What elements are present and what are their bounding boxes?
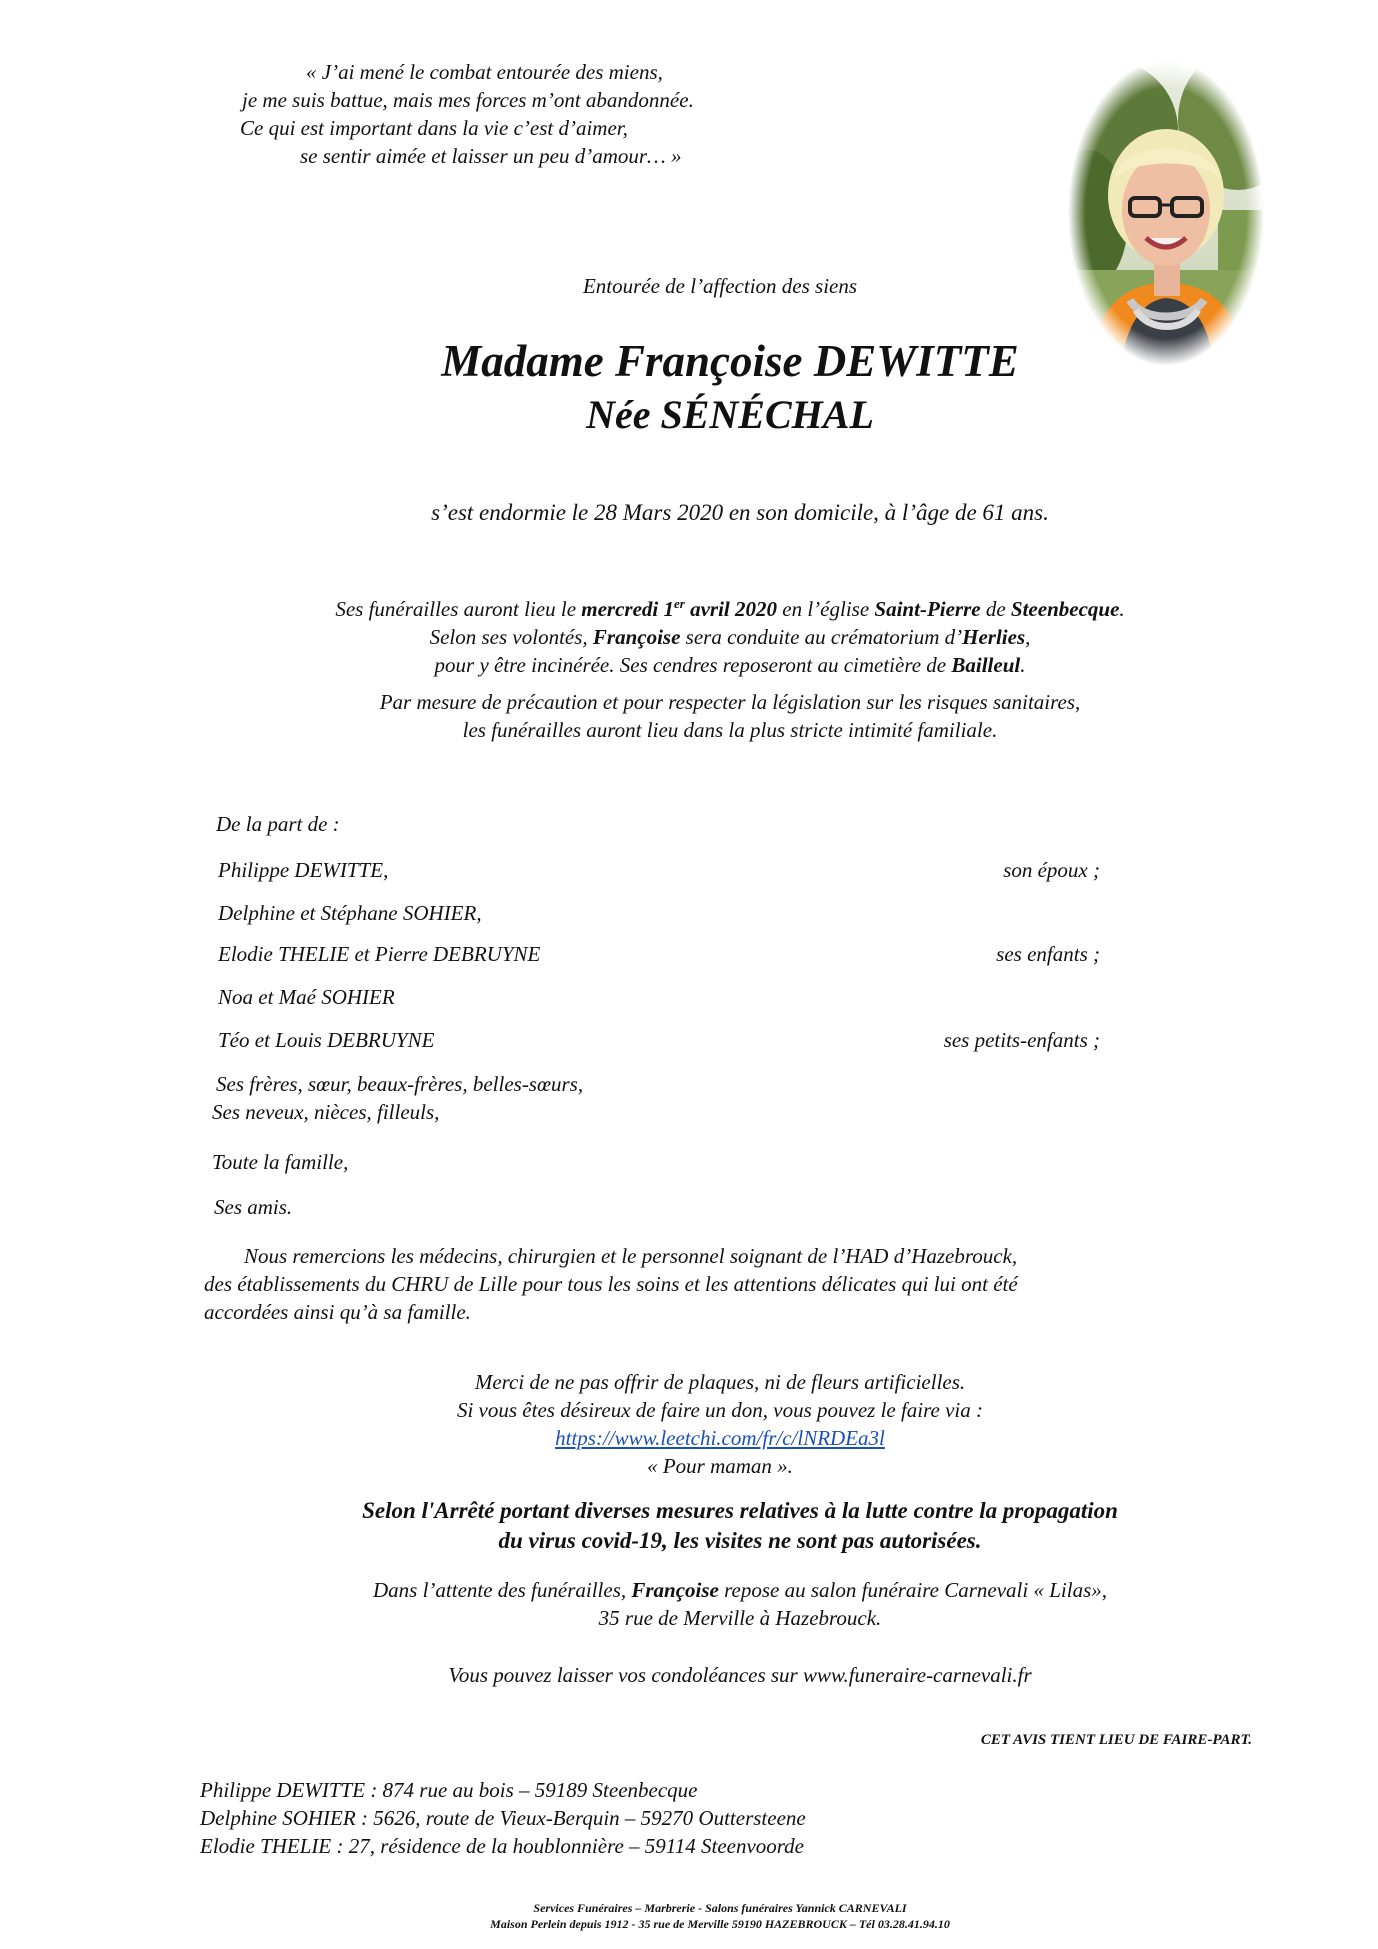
funeral-line-1: Ses funérailles auront lieu le mercredi 1er avril 2020 en l’église Saint-Pierre de Steenbecque.: [335, 596, 1125, 621]
family-member: Ses frères, sœur, beaux-frères, belles-sœurs,: [216, 1072, 584, 1096]
deceased-name: Madame Françoise DEWITTE: [441, 336, 1019, 386]
donation-line: « Pour maman ».: [647, 1454, 793, 1478]
family-member: Toute la famille,: [212, 1150, 349, 1174]
family-member: Delphine et Stéphane SOHIER,: [218, 901, 482, 925]
family-member: Ses neveux, nièces, filleuls,: [212, 1100, 440, 1124]
salon-line-1: Dans l’attente des funérailles, Françoise repose au salon funéraire Carnevali « Lilas»,: [372, 1578, 1107, 1602]
salon-info: [200, 1576, 1280, 1632]
family-member: Elodie THELIE et Pierre DEBRUYNE: [218, 942, 541, 966]
poem-line: « J’ai mené le combat entourée des miens,: [306, 60, 663, 84]
family-member: Noa et Maé SOHIER: [218, 985, 395, 1009]
footer-line: Maison Perlein depuis 1912 - 35 rue de Merville 59190 HAZEBROUCK – Tél 03.28.41.94.10: [490, 1917, 950, 1931]
address-line: Philippe DEWITTE : 874 rue au bois – 59189 Steenbecque: [200, 1778, 698, 1802]
donation-line: Merci de ne pas offrir de plaques, ni de fleurs artificielles.: [474, 1370, 966, 1394]
family-relation: son époux ;: [1003, 858, 1100, 882]
family-relation: ses enfants ;: [996, 942, 1100, 966]
portrait-illustration: [1068, 60, 1264, 366]
donation-block: [300, 1368, 1140, 1480]
family-member: Téo et Louis DEBRUYNE: [218, 1028, 435, 1052]
surrounded-line: Entourée de l’affection des siens: [582, 274, 858, 298]
address-line: Elodie THELIE : 27, résidence de la houblonnière – 59114 Steenvoorde: [200, 1834, 805, 1858]
family-intro: De la part de :: [216, 812, 340, 836]
funeral-details: [160, 590, 1300, 679]
poem-line: je me suis battue, mais mes forces m’ont abandonnée.: [242, 88, 694, 112]
poem-line: Ce qui est important dans la vie c’est d’aimer,: [240, 116, 628, 140]
sanitary-measure: [160, 688, 1300, 744]
condolences-line: Vous pouvez laisser vos condoléances sur www.funeraire-carnevali.fr: [448, 1663, 1032, 1687]
family-member: Philippe DEWITTE,: [218, 858, 389, 882]
covid-notice: [200, 1496, 1280, 1556]
measure-line: les funérailles auront lieu dans la plus stricte intimité familiale.: [462, 718, 998, 742]
poem-line: se sentir aimée et laisser un peu d’amour… »: [300, 144, 682, 168]
funeral-line-2: Selon ses volontés, Françoise sera conduite au crématorium d’Herlies,: [429, 625, 1031, 649]
family-addresses: [200, 1776, 1200, 1860]
passing-statement: s’est endormie le 28 Mars 2020 en son domicile, à l’âge de 61 ans.: [431, 500, 1049, 525]
covid-line: du virus covid-19, les visites ne sont pas autorisées.: [498, 1528, 982, 1553]
faire-part-notice: CET AVIS TIENT LIEU DE FAIRE-PART.: [980, 1732, 1252, 1748]
family-relation: ses petits-enfants ;: [943, 1028, 1100, 1052]
funeral-home-footer: [300, 1900, 1140, 1932]
thanks-line: accordées ainsi qu’à sa famille.: [204, 1300, 471, 1324]
funeral-line-3: pour y être incinérée. Ses cendres reposeront au cimetière de Bailleul.: [434, 653, 1026, 677]
covid-line: Selon l'Arrêté portant diverses mesures relatives à la lutte contre la propagation: [362, 1498, 1118, 1523]
poem: [200, 58, 820, 170]
footer-line: Services Funéraires – Marbrerie - Salons funéraires Yannick CARNEVALI: [533, 1901, 907, 1915]
measure-line: Par mesure de précaution et pour respecter la législation sur les risques sanitaires,: [379, 690, 1081, 714]
thanks-line: des établissements du CHRU de Lille pour tous les soins et les attentions délicates qui lui ont été: [204, 1272, 1018, 1296]
donation-link[interactable]: https://www.leetchi.com/fr/c/lNRDEa3l: [555, 1426, 885, 1450]
address-line: Delphine SOHIER : 5626, route de Vieux-Berquin – 59270 Outtersteene: [200, 1806, 806, 1830]
salon-line-2: 35 rue de Merville à Hazebrouck.: [598, 1606, 882, 1630]
thanks-paragraph: [204, 1242, 1244, 1326]
donation-line: Si vous êtes désireux de faire un don, vous pouvez le faire via :: [456, 1398, 984, 1422]
portrait-photo: [1068, 60, 1264, 366]
thanks-line: Nous remercions les médecins, chirurgien et le personnel soignant de l’HAD d’Hazebrouck,: [244, 1244, 1018, 1268]
family-member: Ses amis.: [214, 1195, 293, 1219]
maiden-name: Née SÉNÉCHAL: [586, 392, 874, 437]
